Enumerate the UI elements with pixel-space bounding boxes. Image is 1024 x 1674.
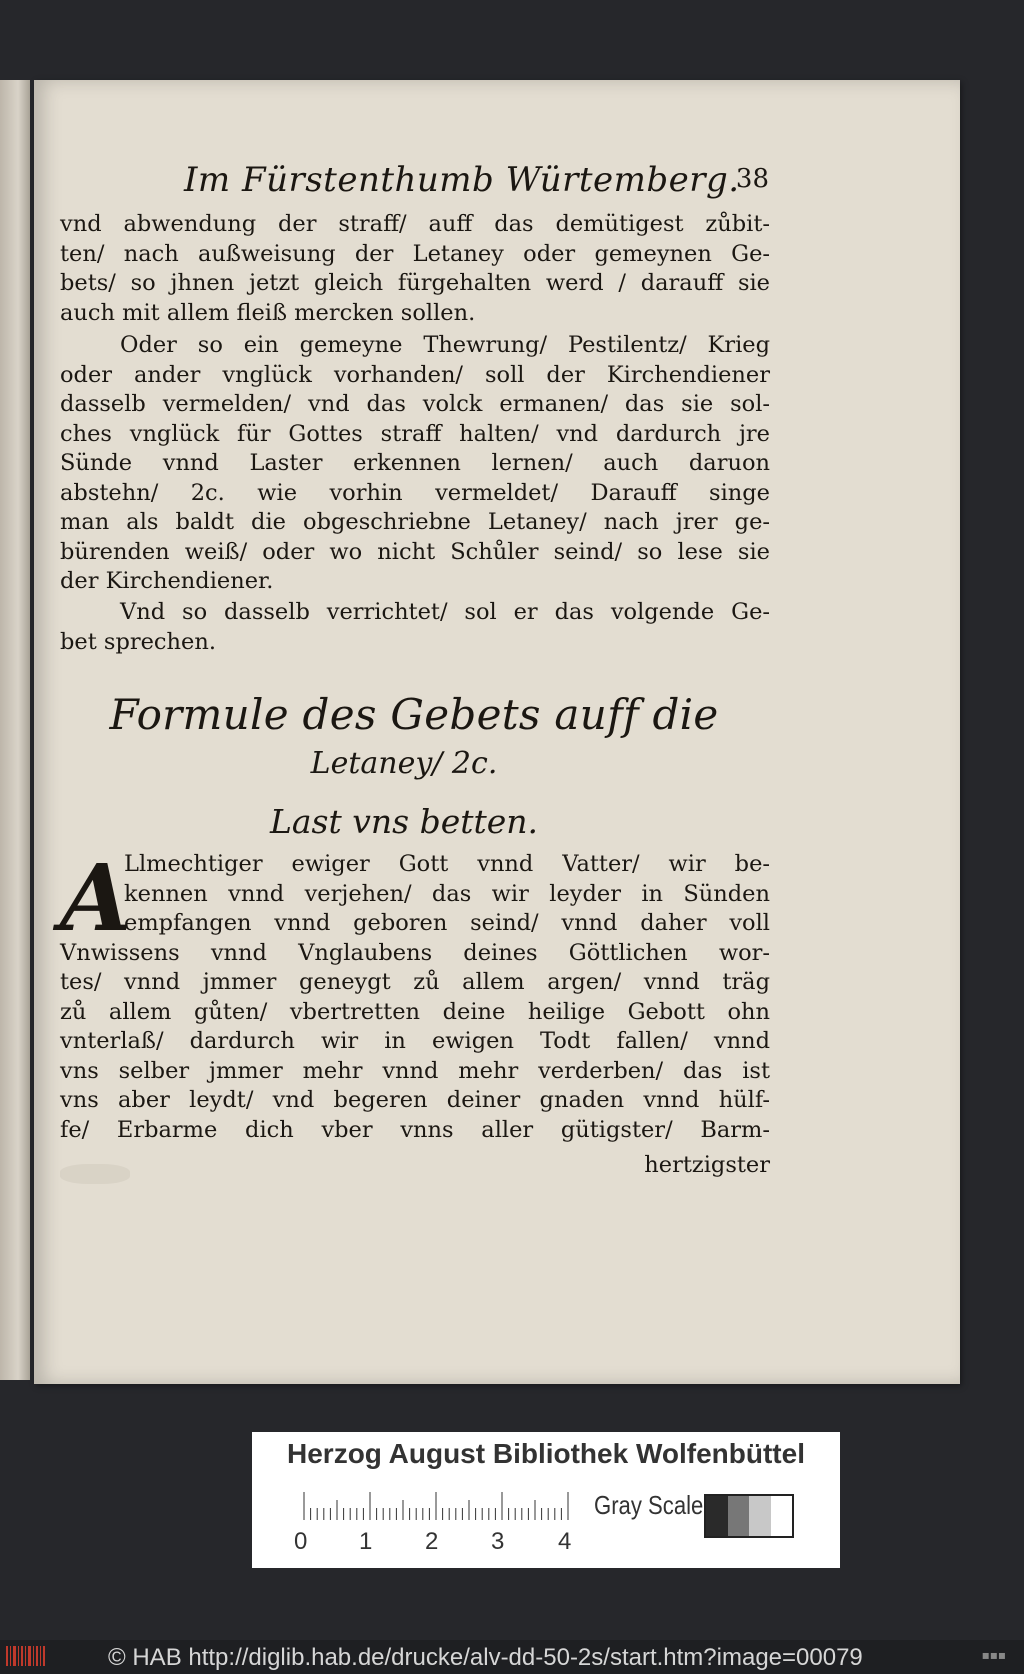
- book-page: [34, 80, 960, 1384]
- text-line: auch mit allem fleiß mercken sollen.: [60, 299, 476, 326]
- page-header: [149, 160, 769, 200]
- paragraph-2: [60, 331, 770, 597]
- text-line: dasselb vermelden/ vnd das volck ermanen/ das sie sol-: [60, 391, 770, 417]
- gray-swatch: [749, 1496, 771, 1536]
- text-line: Llmechtiger ewiger Gott vnnd Vatter/ wir be-: [124, 851, 770, 877]
- ruler-label: 4: [558, 1528, 572, 1555]
- text-line: Oder so ein gemeyne Thewrung/ Pestilentz/ Krieg: [120, 332, 770, 358]
- text-line: empfangen vnnd geboren seind/ vnnd daher voll: [124, 910, 770, 936]
- text-line: zů allem gůten/ vbertretten deine heilige Gebott ohn: [60, 998, 770, 1025]
- paper-stain: [60, 1164, 130, 1184]
- text-line: abstehn/ 2c. wie vorhin vermeldet/ Darauff singe: [60, 479, 770, 506]
- text-line: fe/ Erbarme dich vber vnns aller gütigster/ Barm-: [60, 1116, 770, 1143]
- paragraph-1: [60, 210, 770, 328]
- text-line: vnterlaß/ dardurch wir in ewigen Todt fallen/ vnnd: [60, 1028, 770, 1054]
- ruler-label: 0: [294, 1528, 308, 1555]
- gray-scale-label: Gray Scale: [594, 1490, 704, 1520]
- prayer-title: Formule des Gebets auff die: [109, 690, 719, 739]
- barcode-icon: [6, 1644, 46, 1668]
- prayer-subtitle: Letaney/ 2c.: [310, 746, 498, 781]
- text-line: der Kirchendiener.: [60, 568, 274, 594]
- text-line: tes/ vnnd jmmer geneygt zů allem argen/ vnnd träg: [60, 969, 770, 995]
- text-line: bet sprechen.: [60, 628, 216, 655]
- paragraph-3: [60, 598, 770, 657]
- decorated-initial: A: [60, 844, 132, 952]
- viewer-footer: [0, 1640, 1024, 1674]
- gray-scale-swatches: [704, 1494, 794, 1538]
- prayer-text: [60, 844, 770, 1145]
- catchword: hertzigster: [644, 1152, 770, 1178]
- page-number: 38: [735, 164, 769, 194]
- prayer-heading: Last vns betten.: [269, 802, 539, 841]
- text-line: Vnd so dasselb verrichtet/ sol er das volgende Ge-: [120, 599, 770, 625]
- text-line: oder ander vnglück vorhanden/ soll der Kirchendiener: [60, 361, 770, 388]
- ruler-scale: [302, 1492, 582, 1520]
- running-head: Im Fürstenthumb Würtemberg.: [184, 160, 740, 200]
- ruler-label: 1: [359, 1528, 373, 1555]
- gray-swatch: [728, 1496, 750, 1536]
- text-line: kennen vnnd verjehen/ das wir leyder in Sünden: [124, 880, 770, 907]
- text-line: vnd abwendung der straff/ auff das demütigest zůbit-: [60, 211, 770, 237]
- gray-swatch: [771, 1496, 793, 1536]
- facing-page-edge: [0, 80, 30, 1380]
- text-line: bürenden weiß/ oder wo nicht Schůler seind/ so lese sie: [60, 538, 770, 565]
- text-line: ten/ nach außweisung der Letaney oder gemeynen Ge-: [60, 240, 770, 267]
- library-name: Herzog August Bibliothek Wolfenbüttel: [287, 1438, 805, 1469]
- gray-swatch: [706, 1496, 728, 1536]
- ruler-label: 3: [491, 1528, 505, 1555]
- source-url-text: © HAB http://diglib.hab.de/drucke/alv-dd-50-2s/start.htm?image=00079: [108, 1644, 863, 1671]
- ruler-label: 2: [425, 1528, 439, 1555]
- text-line: Vnwissens vnnd Vnglaubens deines Göttlichen wor-: [60, 939, 770, 966]
- ruler-labels: [294, 1528, 594, 1558]
- text-line: vns aber leydt/ vnd begeren deiner gnaden vnnd hülf-: [60, 1087, 770, 1113]
- text-line: man als baldt die obgeschriebne Letaney/ nach jrer ge-: [60, 509, 770, 535]
- library-color-card: [252, 1432, 840, 1568]
- text-line: Sünde vnnd Laster erkennen lernen/ auch daruon: [60, 450, 770, 476]
- text-line: bets/ so jhnen jetzt gleich fürgehalten werd / darauff sie: [60, 270, 770, 296]
- text-line: ches vnglück für Gottes straff halten/ vnd dardurch jre: [60, 420, 770, 447]
- text-line: vns selber jmmer mehr vnnd mehr verderben/ das ist: [60, 1057, 770, 1084]
- viewer-menu-dots[interactable]: ▪▪▪: [981, 1648, 1006, 1662]
